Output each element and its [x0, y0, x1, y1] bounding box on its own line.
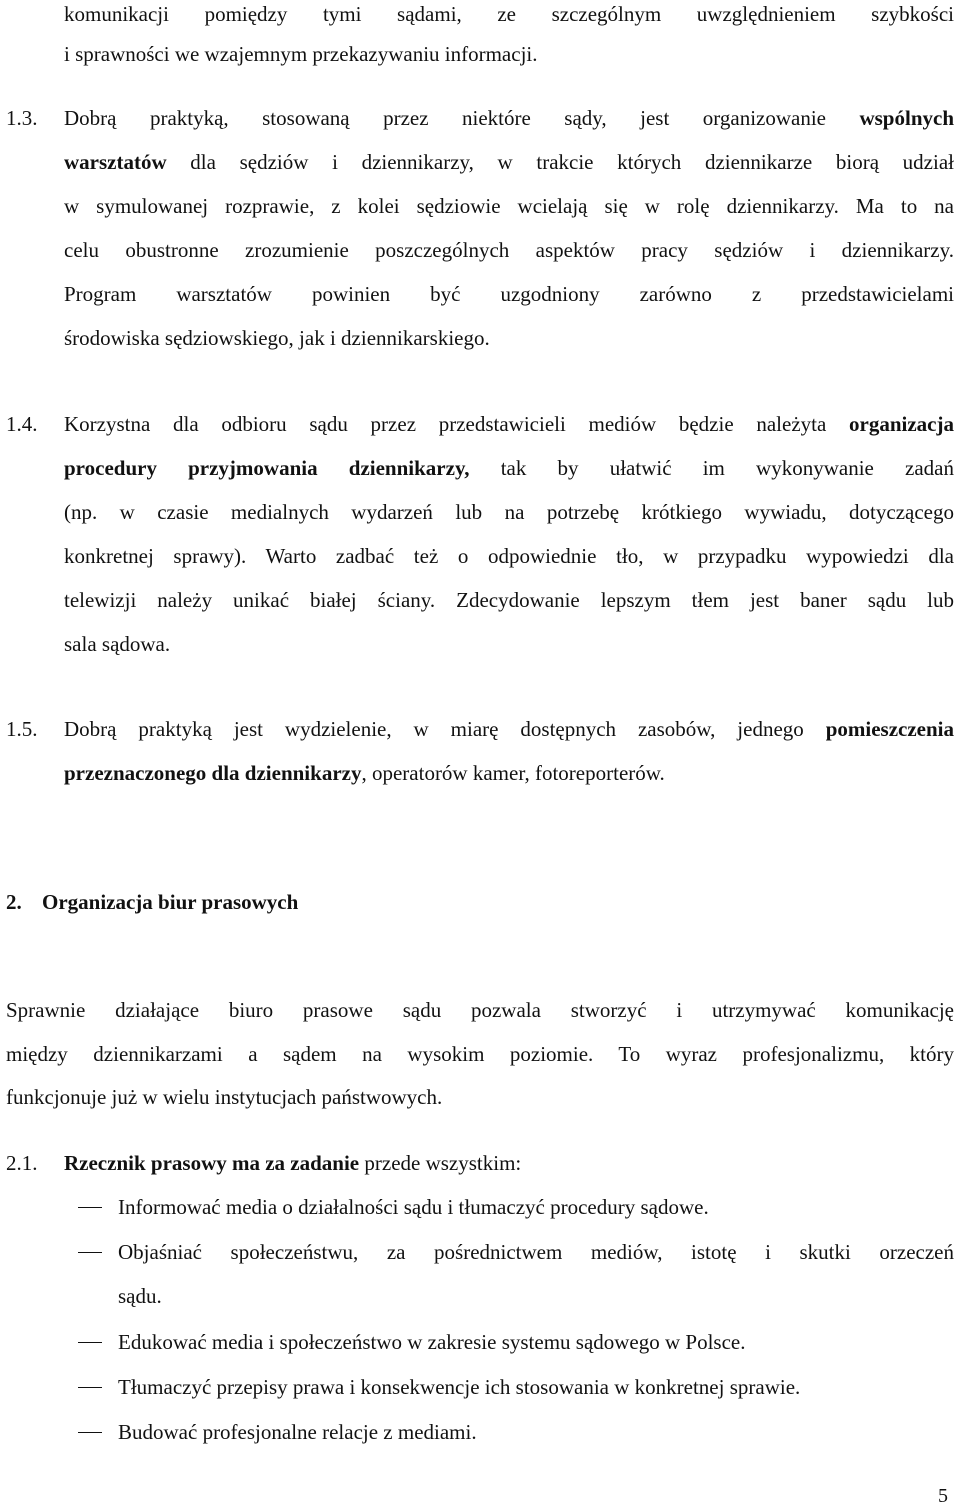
paragraph-line: telewizji należy unikać białej ściany. Zdecydowanie lepszym tłem jest baner sądu lub — [64, 588, 954, 612]
paragraph-line: Sprawnie działające biuro prasowe sądu pozwala stworzyć i utrzymywać komunikację — [6, 998, 954, 1022]
paragraph-line — [64, 454, 954, 482]
bold-text: Rzecznik prasowy ma za zadanie — [64, 1151, 360, 1175]
text-run: tak by ułatwić im wykonywanie zadań — [469, 456, 954, 480]
bold-text: organizacja — [849, 412, 954, 436]
paragraph-line — [64, 759, 665, 787]
intro-line-1: komunikacji pomiędzy tymi sądami, ze szczególnym uwzględnieniem szybkości — [64, 2, 954, 26]
paragraph-line: (np. w czasie medialnych wydarzeń lub na potrzebę krótkiego wywiadu, dotyczącego — [64, 500, 954, 524]
text-run: Korzystna dla odbioru sądu przez przedstawicieli mediów będzie należyta — [64, 412, 850, 436]
bold-text: warsztatów — [64, 150, 167, 174]
paragraph-number: 1.5. — [6, 717, 38, 741]
intro-line-2: i sprawności we wzajemnym przekazywaniu informacji. — [64, 42, 538, 66]
section-title: Organizacja biur prasowych — [42, 890, 299, 914]
paragraph-number: 1.4. — [6, 412, 38, 436]
bold-text: wspólnych — [859, 106, 954, 130]
paragraph-line: w symulowanej rozprawie, z kolei sędziowie wcielają się w rolę dziennikarzy. Ma to na — [64, 194, 954, 218]
list-item-text: Objaśniać społeczeństwu, za pośrednictwem mediów, istotę i skutki orzeczeń — [118, 1240, 954, 1264]
list-item-text: Budować profesjonalne relacje z mediami. — [118, 1420, 477, 1444]
paragraph-number: 1.3. — [6, 106, 38, 130]
dash-bullet-icon — [78, 1207, 102, 1208]
dash-bullet-icon — [78, 1432, 102, 1433]
bold-text: pomieszczenia — [825, 717, 954, 741]
bold-text: przeznaczonego dla dziennikarzy — [64, 761, 362, 785]
list-item-text: Informować media o działalności sądu i tłumaczyć procedury sądowe. — [118, 1195, 709, 1219]
paragraph-line: Program warsztatów powinien być uzgodniony zarówno z przedstawicielami — [64, 282, 954, 306]
paragraph-line: celu obustronne zrozumienie poszczególnych aspektów pracy sędziów i dziennikarzy. — [64, 238, 954, 262]
section-number: 2. — [6, 890, 22, 914]
paragraph-line — [64, 1149, 521, 1177]
paragraph-number: 2.1. — [6, 1151, 38, 1175]
dash-bullet-icon — [78, 1342, 102, 1343]
paragraph-line: konkretnej sprawy). Warto zadbać też o odpowiednie tło, w przypadku wypowiedzi dla — [64, 544, 954, 568]
paragraph-line — [64, 715, 954, 743]
text-run: przede wszystkim: — [359, 1151, 522, 1175]
paragraph-line: sala sądowa. — [64, 632, 171, 656]
paragraph-line — [64, 410, 954, 438]
paragraph-line — [64, 104, 954, 132]
paragraph-line: między dziennikarzami a sądem na wysokim poziomie. To wyraz profesjonalizmu, który — [6, 1042, 954, 1066]
text-run: , operatorów kamer, fotoreporterów. — [361, 761, 665, 785]
bold-text: procedury przyjmowania dziennikarzy, — [64, 456, 470, 480]
list-item-text: sądu. — [118, 1284, 162, 1308]
paragraph-line — [64, 148, 954, 176]
text-run: Dobrą praktyką, stosowaną przez niektóre sądy, jest organizowanie — [64, 106, 860, 130]
dash-bullet-icon — [78, 1252, 102, 1253]
text-run: Dobrą praktyką jest wydzielenie, w miarę dostępnych zasobów, jednego — [64, 717, 826, 741]
paragraph-line: funkcjonuje już w wielu instytucjach państwowych. — [6, 1085, 443, 1109]
page-number: 5 — [938, 1485, 948, 1507]
list-item-text: Edukować media i społeczeństwo w zakresie systemu sądowego w Polsce. — [118, 1330, 746, 1354]
dash-bullet-icon — [78, 1387, 102, 1388]
paragraph-line: środowiska sędziowskiego, jak i dziennikarskiego. — [64, 326, 490, 350]
list-item-text: Tłumaczyć przepisy prawa i konsekwencje ich stosowania w konkretnej sprawie. — [118, 1375, 801, 1399]
text-run: dla sędziów i dziennikarzy, w trakcie których dziennikarze biorą udział — [166, 150, 954, 174]
